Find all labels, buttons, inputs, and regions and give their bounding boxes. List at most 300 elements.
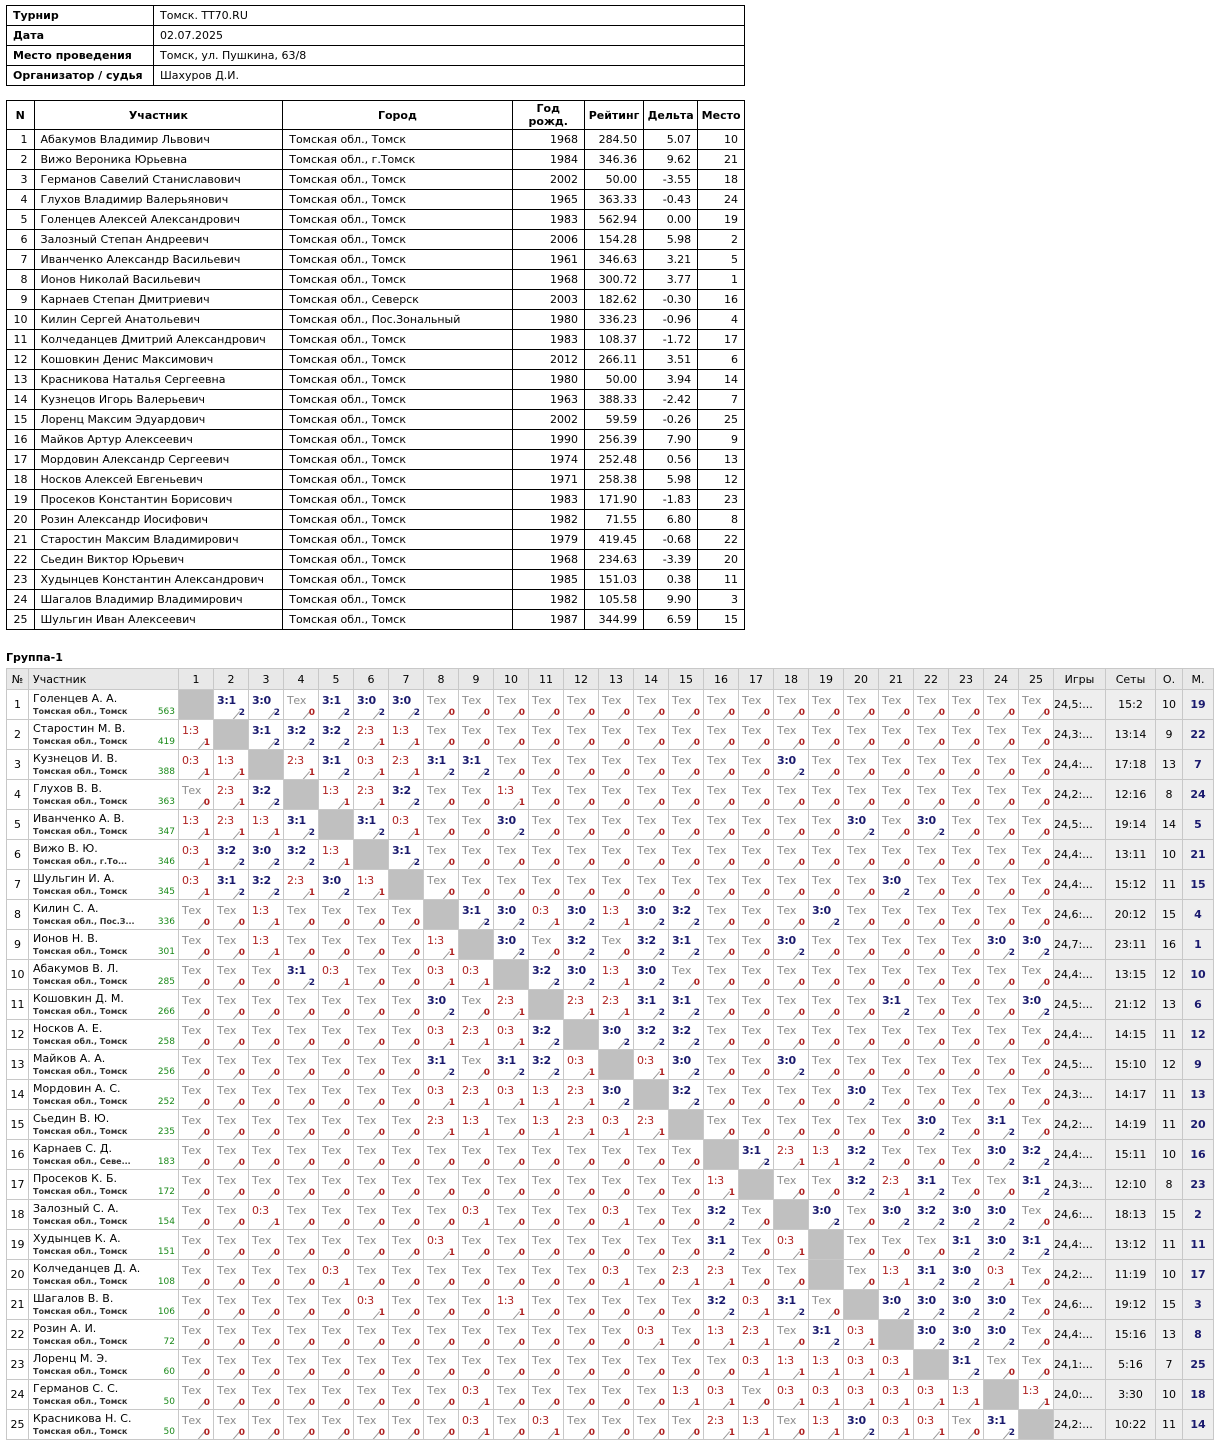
match-cell [494, 810, 529, 840]
match-cell [354, 1380, 389, 1410]
match-cell [494, 780, 529, 810]
match-cell [424, 690, 459, 720]
match-score: Тех [707, 1114, 727, 1127]
matrix-points: 8 [1156, 1170, 1183, 1200]
match-score: Тех [497, 1384, 517, 1397]
matrix-place: 11 [1183, 1230, 1214, 1260]
match-points: 1 [588, 1128, 595, 1138]
match-cell [424, 840, 459, 870]
match-points: 0 [238, 1368, 245, 1378]
match-score: Тех [357, 994, 377, 1007]
matrix-row-n: 13 [7, 1050, 29, 1080]
player-birth-year: 1974 [512, 450, 584, 470]
match-cell [634, 750, 669, 780]
match-cell [354, 690, 389, 720]
match-points: 2 [693, 1068, 700, 1078]
match-cell [354, 810, 389, 840]
match-score: Тех [707, 994, 727, 1007]
match-cell [389, 690, 424, 720]
participant-rating: 347 [157, 827, 175, 837]
match-points: 0 [518, 1248, 525, 1258]
player-rating: 336.23 [584, 310, 643, 330]
match-points: 1 [483, 1128, 490, 1138]
matrix-row-n: 20 [7, 1260, 29, 1290]
match-score: Тех [287, 1084, 307, 1097]
match-score: Тех [637, 724, 657, 737]
matrix-sets: 14:17 [1106, 1080, 1156, 1110]
player-city: Томская обл., г.Томск [283, 150, 512, 170]
participant-rating: 563 [157, 707, 175, 717]
match-score: Тех [742, 784, 762, 797]
match-score: Тех [427, 1264, 447, 1277]
match-points: 0 [238, 1248, 245, 1258]
match-score: Тех [672, 1294, 692, 1307]
match-cell [389, 1140, 424, 1170]
match-cell [459, 690, 494, 720]
matrix-games: 24,7:... [1054, 930, 1106, 960]
match-score: 3:0 [917, 1114, 936, 1127]
match-points: 0 [868, 888, 875, 898]
match-cell [634, 960, 669, 990]
match-cell [214, 1260, 249, 1290]
match-score: Тех [707, 1054, 727, 1067]
match-score: Тех [1022, 1204, 1042, 1217]
match-points: 0 [238, 1098, 245, 1108]
match-cell [809, 1110, 844, 1140]
matrix-diagonal-cell [564, 1020, 599, 1050]
player-rating: 562.94 [584, 210, 643, 230]
match-points: 0 [728, 918, 735, 928]
match-cell [459, 1080, 494, 1110]
match-cell [809, 960, 844, 990]
match-points: 1 [903, 1278, 910, 1288]
match-cell [669, 1380, 704, 1410]
match-cell [669, 1170, 704, 1200]
match-score: Тех [182, 1084, 202, 1097]
match-points: 1 [938, 1428, 945, 1438]
match-cell [249, 1230, 284, 1260]
info-label: Организатор / судья [7, 66, 154, 86]
match-points: 0 [413, 1368, 420, 1378]
match-cell [529, 780, 564, 810]
match-points: 0 [588, 828, 595, 838]
matrix-games: 24,5:... [1054, 990, 1106, 1020]
match-cell [564, 840, 599, 870]
match-points: 1 [833, 1398, 840, 1408]
match-cell [949, 1050, 984, 1080]
matrix-row-n: 25 [7, 1410, 29, 1440]
match-points: 2 [798, 1068, 805, 1078]
match-cell [494, 1050, 529, 1080]
match-points: 1 [623, 1128, 630, 1138]
match-cell [494, 1080, 529, 1110]
match-cell [529, 750, 564, 780]
match-cell [634, 1050, 669, 1080]
match-cell [949, 1170, 984, 1200]
match-cell [949, 1410, 984, 1440]
match-points: 1 [273, 918, 280, 928]
matrix-diagonal-cell [494, 960, 529, 990]
player-rating: 50.00 [584, 370, 643, 390]
match-cell [1019, 690, 1054, 720]
match-score: Тех [742, 694, 762, 707]
match-score: Тех [392, 1114, 412, 1127]
matrix-row-n: 24 [7, 1380, 29, 1410]
match-points: 0 [203, 1008, 210, 1018]
info-label: Дата [7, 26, 154, 46]
match-points: 0 [203, 1308, 210, 1318]
player-delta: -0.68 [644, 530, 698, 550]
player-rating: 252.48 [584, 450, 643, 470]
match-points: 0 [973, 948, 980, 958]
match-score: Тех [637, 1414, 657, 1427]
match-points: 0 [623, 1398, 630, 1408]
match-cell [704, 1110, 739, 1140]
matrix-row [7, 1290, 1214, 1320]
match-score: Тех [882, 814, 902, 827]
match-points: 0 [448, 858, 455, 868]
match-points: 0 [973, 978, 980, 988]
match-score: 3:0 [917, 814, 936, 827]
match-points: 2 [868, 1098, 875, 1108]
col-city-header: Город [283, 101, 512, 130]
match-points: 0 [763, 768, 770, 778]
match-points: 0 [1008, 888, 1015, 898]
player-n: 24 [7, 590, 35, 610]
match-score: Тех [217, 1024, 237, 1037]
matrix-col-opponent-header: 11 [529, 669, 564, 690]
match-score: 3:1 [252, 724, 271, 737]
match-cell [809, 720, 844, 750]
match-cell [424, 1050, 459, 1080]
match-points: 0 [903, 1068, 910, 1078]
match-score: Тех [182, 1024, 202, 1037]
matrix-points: 11 [1156, 1230, 1183, 1260]
match-points: 2 [903, 1308, 910, 1318]
match-score: Тех [462, 784, 482, 797]
matrix-header-row [7, 669, 1214, 690]
matrix-row-n: 1 [7, 690, 29, 720]
match-cell [459, 1050, 494, 1080]
match-cell [214, 1320, 249, 1350]
match-points: 0 [1043, 1068, 1050, 1078]
match-cell [249, 900, 284, 930]
match-score: Тех [777, 874, 797, 887]
matrix-row [7, 810, 1214, 840]
match-score: Тех [707, 844, 727, 857]
match-cell [879, 990, 914, 1020]
match-score: Тех [182, 1234, 202, 1247]
match-points: 0 [483, 798, 490, 808]
match-cell [879, 930, 914, 960]
matrix-row [7, 870, 1214, 900]
matrix-participant [29, 1080, 179, 1110]
match-points: 0 [763, 1068, 770, 1078]
match-score: Тех [287, 1414, 307, 1427]
match-score: Тех [987, 1054, 1007, 1067]
match-cell [809, 870, 844, 900]
matrix-row [7, 1320, 1214, 1350]
matrix-row [7, 1080, 1214, 1110]
match-score: Тех [567, 1384, 587, 1397]
match-cell [809, 1290, 844, 1320]
match-cell [879, 1260, 914, 1290]
match-score: Тех [952, 1144, 972, 1157]
match-cell [424, 780, 459, 810]
player-name: Сьедин Виктор Юрьевич [34, 550, 283, 570]
matrix-col-opponent-header: 14 [634, 669, 669, 690]
match-points: 1 [553, 1428, 560, 1438]
matrix-row [7, 930, 1214, 960]
match-points: 0 [448, 708, 455, 718]
match-score: Тех [322, 994, 342, 1007]
match-points: 1 [308, 888, 315, 898]
match-points: 1 [833, 1428, 840, 1438]
match-points: 1 [658, 1128, 665, 1138]
match-score: Тех [322, 934, 342, 947]
info-row [7, 66, 745, 86]
match-cell [984, 1110, 1019, 1140]
matrix-points: 10 [1156, 1140, 1183, 1170]
matrix-row [7, 1350, 1214, 1380]
match-score: 0:3 [987, 1264, 1004, 1277]
match-points: 2 [1008, 1308, 1015, 1318]
participant-rating: 285 [157, 977, 175, 987]
match-cell [529, 1080, 564, 1110]
match-score: Тех [287, 1204, 307, 1217]
match-cell [389, 750, 424, 780]
match-points: 0 [868, 1278, 875, 1288]
match-points: 0 [693, 708, 700, 718]
matrix-sets: 5:16 [1106, 1350, 1156, 1380]
match-points: 0 [763, 918, 770, 928]
match-cell [564, 810, 599, 840]
match-score: 2:3 [742, 1324, 759, 1337]
match-cell [1019, 1020, 1054, 1050]
match-score: Тех [672, 844, 692, 857]
player-city: Томская обл., Томск [283, 370, 512, 390]
match-points: 0 [588, 1428, 595, 1438]
match-score: Тех [392, 1354, 412, 1367]
match-score: Тех [1022, 754, 1042, 767]
match-score: Тех [602, 724, 622, 737]
match-score: Тех [322, 1174, 342, 1187]
player-rating: 105.58 [584, 590, 643, 610]
matrix-place: 8 [1183, 1320, 1214, 1350]
match-points: 1 [413, 738, 420, 748]
participant-name: Старостин М. В. [33, 722, 126, 735]
matrix-place: 19 [1183, 690, 1214, 720]
match-points: 0 [273, 1008, 280, 1018]
match-cell [914, 990, 949, 1020]
match-cell [529, 810, 564, 840]
matrix-sets: 23:11 [1106, 930, 1156, 960]
match-points: 0 [938, 1038, 945, 1048]
matrix-participant [29, 840, 179, 870]
match-points: 0 [273, 1038, 280, 1048]
matrix-row-n: 8 [7, 900, 29, 930]
player-place: 5 [698, 250, 745, 270]
match-cell [879, 1140, 914, 1170]
match-score: Тех [322, 1144, 342, 1157]
match-score: Тех [742, 904, 762, 917]
match-points: 0 [553, 798, 560, 808]
match-cell [774, 780, 809, 810]
matrix-col-opponent-header: 1 [179, 669, 214, 690]
match-cell [984, 1410, 1019, 1440]
match-score: Тех [707, 724, 727, 737]
matrix-row [7, 1380, 1214, 1410]
match-score: 0:3 [392, 814, 409, 827]
match-points: 0 [728, 978, 735, 988]
match-score: 3:1 [427, 754, 446, 767]
match-score: Тех [287, 1024, 307, 1037]
match-cell [319, 1140, 354, 1170]
player-birth-year: 1983 [512, 330, 584, 350]
match-score: Тех [707, 694, 727, 707]
match-points: 0 [273, 1368, 280, 1378]
match-points: 0 [798, 1038, 805, 1048]
match-points: 2 [938, 1338, 945, 1348]
match-points: 0 [693, 1308, 700, 1318]
match-cell [284, 1260, 319, 1290]
match-score: Тех [1022, 1324, 1042, 1337]
match-cell [774, 1170, 809, 1200]
match-score: Тех [672, 1324, 692, 1337]
player-name: Старостин Максим Владимирович [34, 530, 283, 550]
matrix-participant [29, 1170, 179, 1200]
match-score: Тех [812, 1294, 832, 1307]
table-row [7, 450, 745, 470]
match-score: Тех [1022, 1264, 1042, 1277]
match-points: 0 [238, 1428, 245, 1438]
match-points: 0 [623, 1188, 630, 1198]
match-points: 0 [413, 1338, 420, 1348]
match-cell [949, 720, 984, 750]
match-cell [424, 1350, 459, 1380]
match-points: 2 [518, 828, 525, 838]
player-city: Томская обл., Пос.Зональный [283, 310, 512, 330]
match-points: 0 [973, 828, 980, 838]
match-points: 0 [273, 1128, 280, 1138]
match-cell [249, 810, 284, 840]
match-score: Тех [672, 1414, 692, 1427]
match-score: Тех [847, 904, 867, 917]
match-score: Тех [812, 754, 832, 767]
match-cell [284, 1230, 319, 1260]
matrix-games: 24,3:... [1054, 720, 1106, 750]
matrix-participant [29, 1260, 179, 1290]
match-score: 3:0 [987, 1204, 1006, 1217]
match-points: 0 [448, 798, 455, 808]
match-score: Тех [252, 994, 272, 1007]
match-cell [1019, 990, 1054, 1020]
match-points: 0 [728, 948, 735, 958]
match-cell [844, 1110, 879, 1140]
player-city: Томская обл., Томск [283, 170, 512, 190]
match-cell [879, 960, 914, 990]
match-score: 1:3 [882, 1264, 899, 1277]
match-score: Тех [952, 1174, 972, 1187]
match-score: Тех [182, 1144, 202, 1157]
participant-city: Томская обл., Томск [33, 887, 128, 896]
match-score: 3:2 [287, 724, 306, 737]
match-score: 3:0 [252, 844, 271, 857]
match-cell [669, 810, 704, 840]
match-score: Тех [182, 934, 202, 947]
match-score: Тех [672, 1204, 692, 1217]
match-cell [424, 1140, 459, 1170]
player-rating: 234.63 [584, 550, 643, 570]
match-points: 0 [833, 738, 840, 748]
player-city: Томская обл., Томск [283, 510, 512, 530]
player-delta: -3.55 [644, 170, 698, 190]
match-points: 0 [1043, 1038, 1050, 1048]
match-score: Тех [462, 1234, 482, 1247]
match-cell [1019, 1350, 1054, 1380]
match-points: 0 [868, 1248, 875, 1258]
player-name: Лоренц Максим Эдуардович [34, 410, 283, 430]
match-score: 3:1 [322, 694, 341, 707]
match-points: 1 [728, 1398, 735, 1408]
match-score: Тех [707, 1024, 727, 1037]
match-score: Тех [497, 1414, 517, 1427]
match-cell [984, 1020, 1019, 1050]
match-cell [809, 1200, 844, 1230]
match-cell [354, 1050, 389, 1080]
col-place-header: Место [698, 101, 745, 130]
match-score: 0:3 [637, 1054, 654, 1067]
match-points: 0 [728, 858, 735, 868]
participant-city: Томская обл., Томск [33, 1277, 128, 1286]
matrix-row-n: 17 [7, 1170, 29, 1200]
match-cell [599, 720, 634, 750]
match-points: 0 [798, 1128, 805, 1138]
match-cell [529, 1320, 564, 1350]
match-points: 0 [1043, 1128, 1050, 1138]
match-score: Тех [672, 874, 692, 887]
match-score: Тех [217, 1084, 237, 1097]
match-cell [809, 690, 844, 720]
matrix-points: 13 [1156, 750, 1183, 780]
match-score: Тех [252, 1324, 272, 1337]
match-score: 3:2 [217, 844, 236, 857]
match-cell [844, 1410, 879, 1440]
match-points: 0 [448, 1398, 455, 1408]
match-points: 0 [763, 1218, 770, 1228]
match-points: 0 [658, 888, 665, 898]
match-score: Тех [812, 694, 832, 707]
match-points: 2 [658, 918, 665, 928]
matrix-place: 22 [1183, 720, 1214, 750]
match-points: 0 [588, 1278, 595, 1288]
match-cell [319, 840, 354, 870]
match-score: Тех [672, 784, 692, 797]
match-cell [424, 1290, 459, 1320]
match-cell [984, 1290, 1019, 1320]
match-cell [459, 960, 494, 990]
match-cell [214, 1110, 249, 1140]
match-points: 0 [833, 858, 840, 868]
match-points: 0 [833, 978, 840, 988]
match-points: 0 [238, 1158, 245, 1168]
match-score: Тех [567, 1414, 587, 1427]
match-cell [634, 1320, 669, 1350]
match-score: Тех [217, 1204, 237, 1217]
player-n: 4 [7, 190, 35, 210]
matrix-col-opponent-header: 2 [214, 669, 249, 690]
match-score: 1:3 [707, 1324, 724, 1337]
